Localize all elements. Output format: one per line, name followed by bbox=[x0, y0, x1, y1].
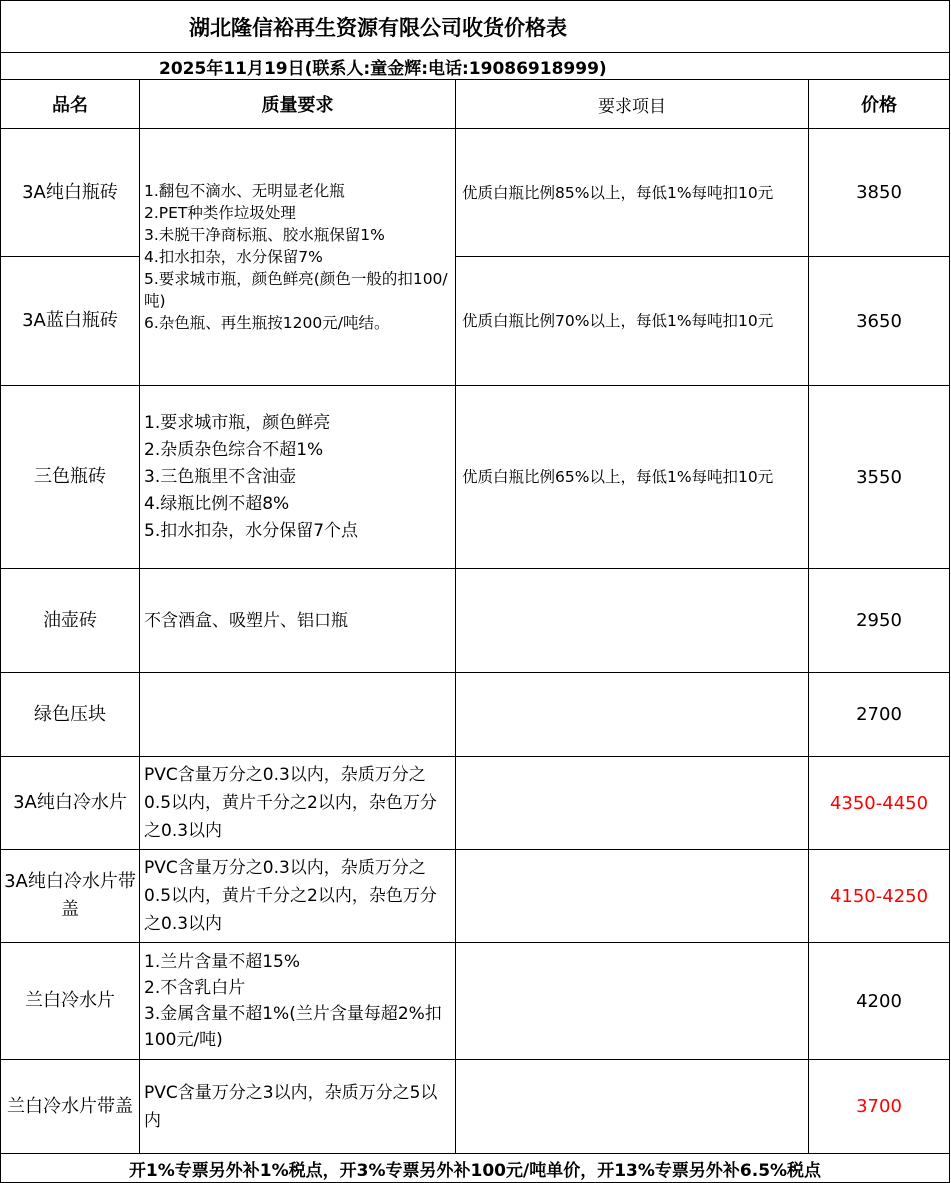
header-requirement: 要求项目 bbox=[456, 80, 809, 129]
price-oil-bottle-brick: 2950 bbox=[809, 569, 950, 673]
price-3a-white-flakes-with-caps: 4150-4250 bbox=[809, 850, 950, 943]
price-3a-white-flakes: 4350-4450 bbox=[809, 757, 950, 850]
quality-line: 2.杂质杂色综合不超1% bbox=[144, 439, 324, 460]
requirement-oil-bottle-brick bbox=[456, 569, 809, 673]
quality-line: 4.扣水扣杂，水分保留7% bbox=[144, 248, 323, 266]
quality-pet-brick bbox=[140, 129, 456, 386]
quality-line: 1.翻包不滴水、无明显老化瓶 bbox=[144, 182, 345, 200]
product-name-3a-blue-white-brick: 3A蓝白瓶砖 bbox=[1, 257, 140, 386]
quality-line: 3.金属含量不超1%(兰片含量每超2%扣100元/吨) bbox=[144, 1004, 442, 1050]
quality-line: 5.要求城市瓶，颜色鲜亮(颜色一般的扣100/吨) bbox=[144, 270, 448, 310]
quality-oil-bottle-brick: 不含酒盒、吸塑片、铝口瓶 bbox=[140, 569, 456, 673]
requirement-3a-white-flakes bbox=[456, 757, 809, 850]
product-name-blue-white-flakes: 兰白冷水片 bbox=[1, 943, 140, 1060]
product-name-3a-white-brick: 3A纯白瓶砖 bbox=[1, 129, 140, 257]
sheet-title: 湖北隆信裕再生资源有限公司收货价格表 bbox=[1, 1, 950, 53]
date-contact-line: 2025年11月19日(联系人:童金辉:电话:19086918999) bbox=[1, 53, 950, 80]
requirement-3a-white-flakes-with-caps bbox=[456, 850, 809, 943]
quality-blue-white-flakes-with-caps: PVC含量万分之3以内，杂质万分之5以内 bbox=[140, 1060, 456, 1154]
quality-green-block bbox=[140, 673, 456, 757]
quality-line: 2.不含乳白片 bbox=[144, 978, 246, 998]
quality-line: 3.未脱干净商标瓶、胶水瓶保留1% bbox=[144, 226, 385, 244]
requirement-blue-white-flakes bbox=[456, 943, 809, 1060]
quality-line: 3.三色瓶里不含油壶 bbox=[144, 466, 297, 487]
quality-line: 2.PET种类作垃圾处理 bbox=[144, 204, 296, 222]
requirement-blue-white-flakes-with-caps bbox=[456, 1060, 809, 1154]
price-tricolor-brick: 3550 bbox=[809, 386, 950, 569]
product-name-3a-white-flakes: 3A纯白冷水片 bbox=[1, 757, 140, 850]
price-blue-white-flakes: 4200 bbox=[809, 943, 950, 1060]
quality-3a-white-flakes: PVC含量万分之0.3以内，杂质万分之0.5以内，黄片千分之2以内，杂色万分之0.3以内 bbox=[140, 757, 456, 850]
quality-line: 5.扣水扣杂，水分保留7个点 bbox=[144, 520, 359, 541]
quality-blue-white-flakes bbox=[140, 943, 456, 1060]
quality-line: 1.兰片含量不超15% bbox=[144, 952, 301, 972]
quality-tricolor-brick bbox=[140, 386, 456, 569]
price-3a-white-brick: 3850 bbox=[809, 129, 950, 257]
price-3a-blue-white-brick: 3650 bbox=[809, 257, 950, 386]
product-name-green-block: 绿色压块 bbox=[1, 673, 140, 757]
requirement-tricolor-brick: 优质白瓶比例65%以上，每低1%每吨扣10元 bbox=[456, 386, 809, 569]
quality-3a-white-flakes-with-caps: PVC含量万分之0.3以内，杂质万分之0.5以内，黄片千分之2以内，杂色万分之0.3以内 bbox=[140, 850, 456, 943]
header-price: 价格 bbox=[809, 80, 950, 129]
quality-line: 1.要求城市瓶，颜色鲜亮 bbox=[144, 412, 331, 433]
header-name: 品名 bbox=[1, 80, 140, 129]
product-name-blue-white-flakes-with-caps: 兰白冷水片带盖 bbox=[1, 1060, 140, 1154]
requirement-3a-blue-white-brick: 优质白瓶比例70%以上，每低1%每吨扣10元 bbox=[456, 257, 809, 386]
product-name-oil-bottle-brick: 油壶砖 bbox=[1, 569, 140, 673]
quality-line: 6.杂色瓶、再生瓶按1200元/吨结。 bbox=[144, 314, 390, 332]
price-green-block: 2700 bbox=[809, 673, 950, 757]
product-name-3a-white-flakes-with-caps: 3A纯白冷水片带盖 bbox=[1, 850, 140, 943]
requirement-3a-white-brick: 优质白瓶比例85%以上，每低1%每吨扣10元 bbox=[456, 129, 809, 257]
header-quality: 质量要求 bbox=[140, 80, 456, 129]
product-name-tricolor-brick: 三色瓶砖 bbox=[1, 386, 140, 569]
price-blue-white-flakes-with-caps: 3700 bbox=[809, 1060, 950, 1154]
requirement-green-block bbox=[456, 673, 809, 757]
quality-line: 4.绿瓶比例不超8% bbox=[144, 493, 290, 514]
tax-note: 开1%专票另外补1%税点，开3%专票另外补100元/吨单价，开13%专票另外补6.5%税点 bbox=[1, 1154, 950, 1183]
